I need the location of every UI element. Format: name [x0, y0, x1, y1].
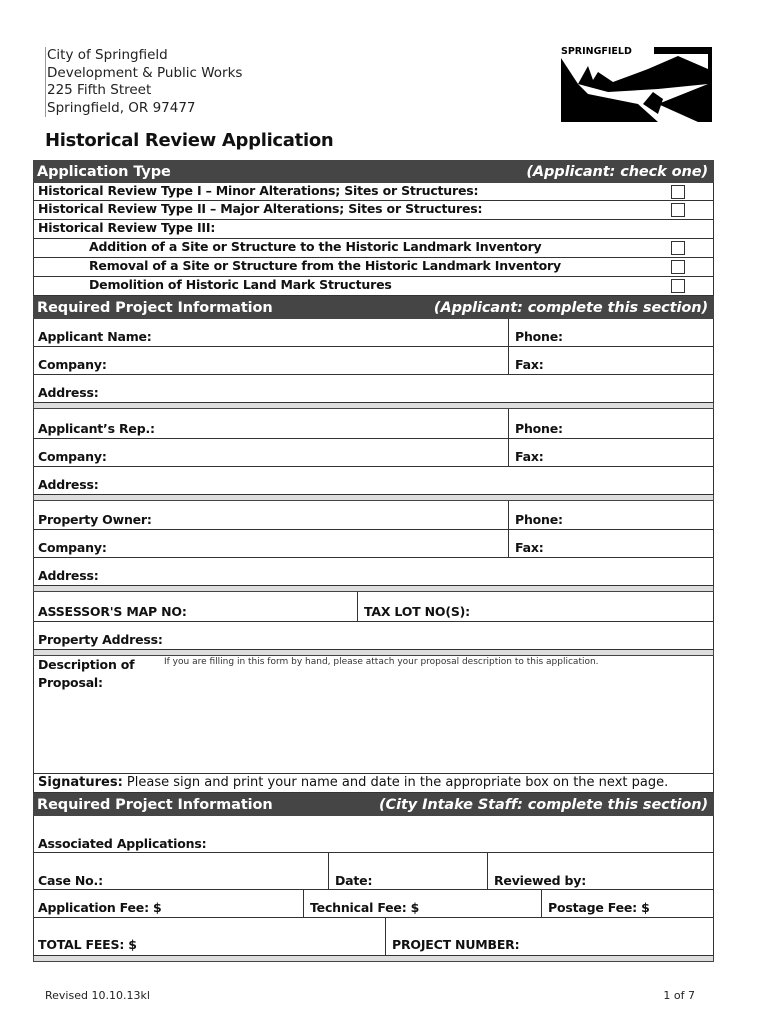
field-label: Company: [38, 449, 107, 464]
field-label: Application Fee: $ [38, 900, 162, 915]
owner-company-field[interactable] [33, 530, 714, 558]
field-label: Company: [38, 540, 107, 555]
field-label: TOTAL FEES: $ [38, 937, 137, 952]
field-label: Property Address: [38, 632, 163, 647]
section-heading: Required Project Information [37, 796, 273, 813]
address-line: 225 Fifth Street [47, 82, 152, 98]
applicant-company-field[interactable] [33, 347, 714, 375]
field-label: Technical Fee: $ [310, 900, 420, 915]
applicant-phone-field[interactable] [508, 319, 563, 346]
assessor-map-field[interactable] [33, 592, 714, 622]
application-type-header [33, 160, 714, 183]
project-info-header [33, 296, 714, 319]
demolition-label: Demolition of Historic Land Mark Structures [89, 277, 392, 292]
field-label: Address: [38, 385, 99, 400]
date-field[interactable] [328, 853, 372, 889]
page-title: Historical Review Application [45, 130, 334, 151]
field-label: Fax: [515, 357, 544, 372]
signatures-text: Please sign and print your name and date in the appropriate box on the next page. [122, 775, 669, 790]
section-heading: Required Project Information [37, 299, 273, 316]
field-label: Associated Applications: [38, 836, 207, 851]
revision-note: Revised 10.10.13kl [45, 989, 150, 1002]
demolition-checkbox[interactable] [671, 279, 685, 293]
field-label: Phone: [515, 421, 563, 436]
address-line: Development & Public Works [47, 64, 243, 81]
section-note: (Applicant: check one) [526, 163, 708, 180]
field-label: Applicant Name: [38, 329, 152, 344]
address-line: Springfield, OR 97477 [47, 99, 196, 116]
type-i-checkbox[interactable] [671, 185, 685, 199]
field-label: Postage Fee: $ [548, 900, 650, 915]
field-label: Fax: [515, 540, 544, 555]
address-line: City of Springfield [47, 47, 168, 63]
field-label: Case No.: [38, 873, 103, 888]
description-field[interactable] [33, 656, 714, 774]
field-label: Date: [335, 873, 373, 888]
field-label: Phone: [515, 512, 563, 527]
section-note: (City Intake Staff: complete this section) [379, 796, 708, 813]
rep-company-field[interactable] [33, 439, 714, 467]
rep-phone-field[interactable] [508, 409, 563, 438]
tax-lot-field[interactable] [357, 592, 470, 621]
springfield-logo [558, 44, 714, 124]
field-label: PROJECT NUMBER: [392, 937, 520, 952]
divider [33, 956, 714, 962]
owner-address-field[interactable] [33, 558, 714, 586]
applicant-address-field[interactable] [33, 375, 714, 403]
staff-section-header [33, 793, 714, 816]
removal-checkbox[interactable] [671, 260, 685, 274]
field-label: Description of Proposal: [38, 657, 135, 690]
technical-fee-field[interactable] [303, 890, 419, 917]
rep-fax-field[interactable] [508, 439, 544, 466]
agency-address [45, 47, 242, 117]
field-label: Reviewed by: [494, 873, 587, 888]
application-fee-field[interactable] [33, 890, 714, 918]
associated-applications-field[interactable] [33, 816, 714, 853]
owner-name-field[interactable] [33, 501, 714, 530]
rep-address-field[interactable] [33, 467, 714, 495]
type-ii-label: Historical Review Type II – Major Alterations; Sites or Structures: [38, 201, 483, 216]
property-address-field[interactable] [33, 622, 714, 650]
type-ii-checkbox[interactable] [671, 203, 685, 217]
owner-fax-field[interactable] [508, 530, 544, 557]
applicant-fax-field[interactable] [508, 347, 544, 374]
description-hint: If you are filling in this form by hand, please attach your proposal description to this application. [164, 657, 599, 667]
type-i-label: Historical Review Type I – Minor Alterations; Sites or Structures: [38, 183, 479, 198]
page-number: 1 of 7 [663, 989, 695, 1002]
field-label: Property Owner: [38, 512, 152, 527]
owner-phone-field[interactable] [508, 501, 563, 529]
field-label: Applicant’s Rep.: [38, 421, 155, 436]
field-label: ASSESSOR'S MAP NO: [38, 604, 187, 619]
applicant-name-field[interactable] [33, 319, 714, 347]
field-label: Fax: [515, 449, 544, 464]
field-label: Phone: [515, 329, 563, 344]
section-note: (Applicant: complete this section) [433, 299, 708, 316]
total-fees-field[interactable] [33, 918, 714, 956]
signatures-note [33, 774, 714, 793]
signatures-label: Signatures: [38, 775, 123, 790]
addition-checkbox[interactable] [671, 241, 685, 255]
removal-label: Removal of a Site or Structure from the Historic Landmark Inventory [89, 258, 561, 273]
field-label: Address: [38, 477, 99, 492]
section-heading: Application Type [37, 163, 171, 180]
field-label: Address: [38, 568, 99, 583]
postage-fee-field[interactable] [541, 890, 650, 917]
project-number-field[interactable] [385, 918, 519, 955]
rep-name-field[interactable] [33, 409, 714, 439]
svg-text:SPRINGFIELD: SPRINGFIELD [561, 46, 632, 57]
field-label: TAX LOT NO(S): [364, 604, 470, 619]
case-no-field[interactable] [33, 853, 714, 890]
field-label: Company: [38, 357, 107, 372]
addition-label: Addition of a Site or Structure to the Historic Landmark Inventory [89, 239, 542, 254]
type-iii-label: Historical Review Type III: [38, 220, 216, 235]
reviewed-by-field[interactable] [487, 853, 586, 889]
